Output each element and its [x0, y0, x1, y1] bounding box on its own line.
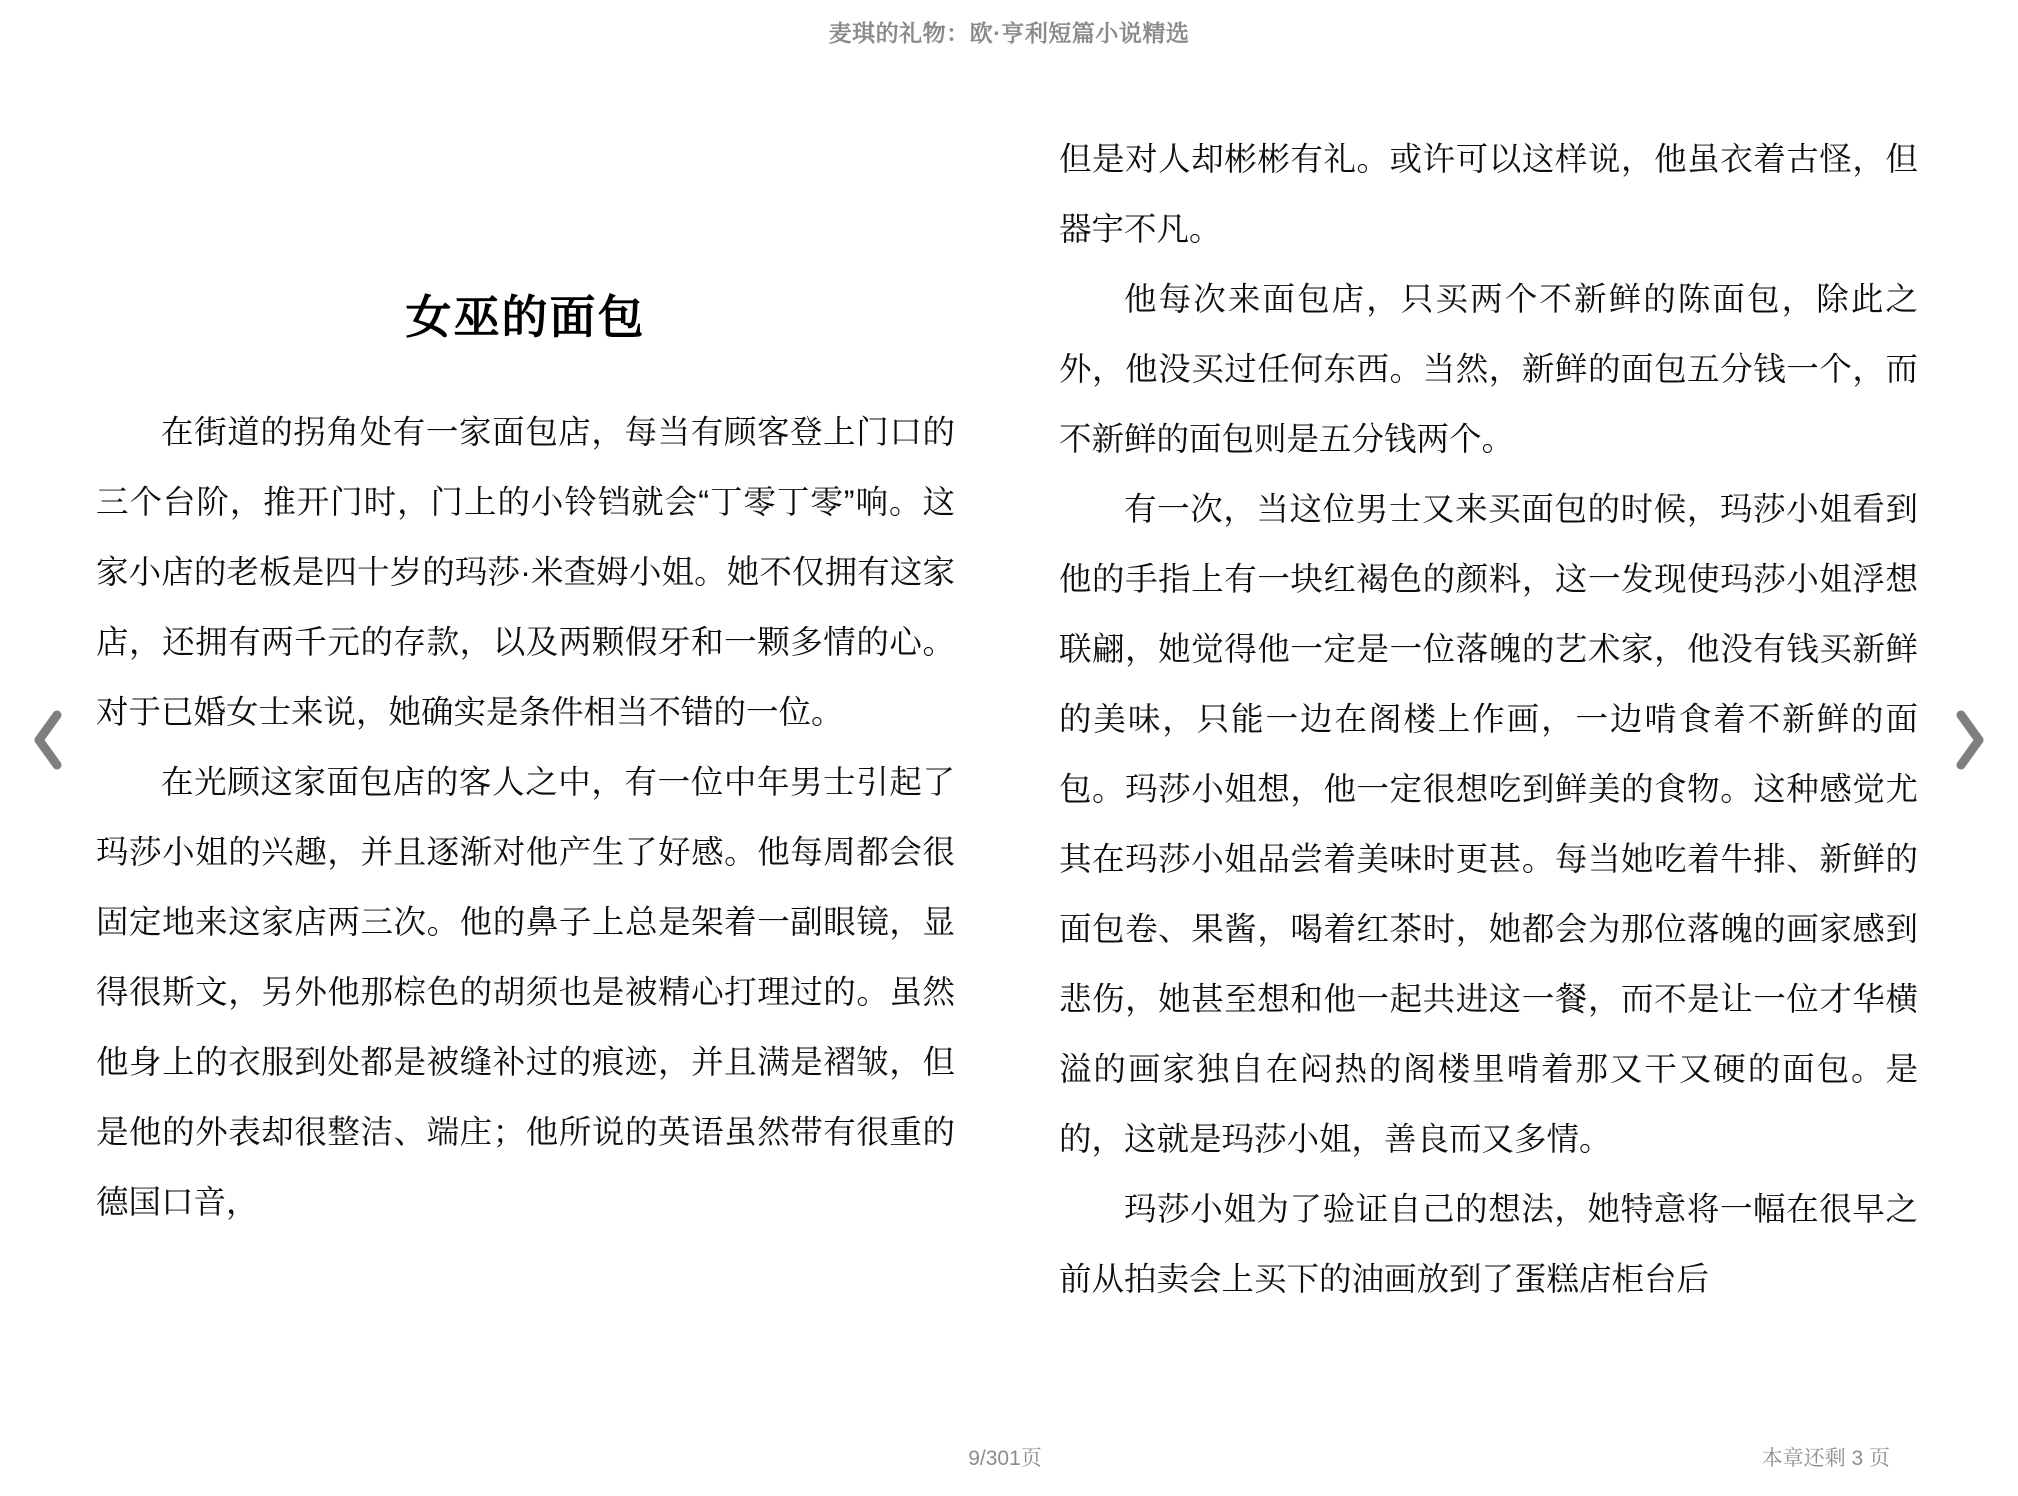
chevron-left-icon — [31, 709, 65, 771]
paragraph: 在街道的拐角处有一家面包店，每当有顾客登上门口的三个台阶，推开门时，门上的小铃铛就会“丁零丁零”响。这家小店的老板是四十岁的玛莎·米查姆小姐。她不仅拥有这家店，还拥有两千元的存款，以及两颗假牙和一颗多情的心。对于已婚女士来说，她确实是条件相当不错的一位。 — [96, 414, 955, 731]
paragraph: 有一次，当这位男士又来买面包的时候，玛莎小姐看到他的手指上有一块红褐色的颜料，这一发现使玛莎小姐浮想联翩，她觉得他一定是一位落魄的艺术家，他没有钱买新鲜的美味，只能一边在阁楼上作画，一边啃食着不新鲜的面包。玛莎小姐想，他一定很想吃到鲜美的食物。这种感觉尤其在玛莎小姐品尝着美味时更甚。每当她吃着牛排、新鲜的面包卷、果酱，喝着红茶时，她都会为那位落魄的画家感到悲伤，她甚至想和他一起共进这一餐，而不是让一位才华横溢的画家独自在闷热的阁楼里啃着那又干又硬的面包。是的，这就是玛莎小姐，善良而又多情。 — [1059, 491, 1918, 1157]
previous-page-button[interactable] — [0, 62, 96, 1418]
page-body — [0, 62, 2018, 1418]
text-columns — [96, 62, 1922, 1418]
chapter-title: 女巫的面包 — [405, 291, 646, 343]
chevron-right-icon — [1953, 709, 1987, 771]
paragraph: 但是对人却彬彬有礼。或许可以这样说，他虽衣着古怪，但器宇不凡。 — [1059, 141, 1918, 247]
chapter-remaining-label: 本章还剩 3 页 — [1761, 1447, 1890, 1470]
page-header — [0, 0, 2018, 62]
column-left — [96, 62, 955, 1418]
paragraph: 在光顾这家面包店的客人之中，有一位中年男士引起了玛莎小姐的兴趣，并且逐渐对他产生了好感。他每周都会很固定地来这家店两三次。他的鼻子上总是架着一副眼镜，显得很斯文，另外他那棕色的胡须也是被精心打理过的。虽然他身上的衣服到处都是被缝补过的痕迹，并且满是褶皱，但是他的外表却很整洁、端庄；他所说的英语虽然带有很重的德国口音， — [96, 764, 955, 1221]
page-indicator: 9/301页 — [968, 1447, 1042, 1470]
column-right — [1059, 62, 1918, 1418]
book-title: 麦琪的礼物：欧·亨利短篇小说精选 — [828, 19, 1190, 46]
page-footer — [0, 1418, 2018, 1496]
paragraph: 他每次来面包店，只买两个不新鲜的陈面包，除此之外，他没买过任何东西。当然，新鲜的面包五分钱一个，而不新鲜的面包则是五分钱两个。 — [1059, 281, 1918, 457]
paragraph: 玛莎小姐为了验证自己的想法，她特意将一幅在很早之前从拍卖会上买下的油画放到了蛋糕店柜台后 — [1059, 1191, 1918, 1297]
next-page-button[interactable] — [1922, 62, 2018, 1418]
